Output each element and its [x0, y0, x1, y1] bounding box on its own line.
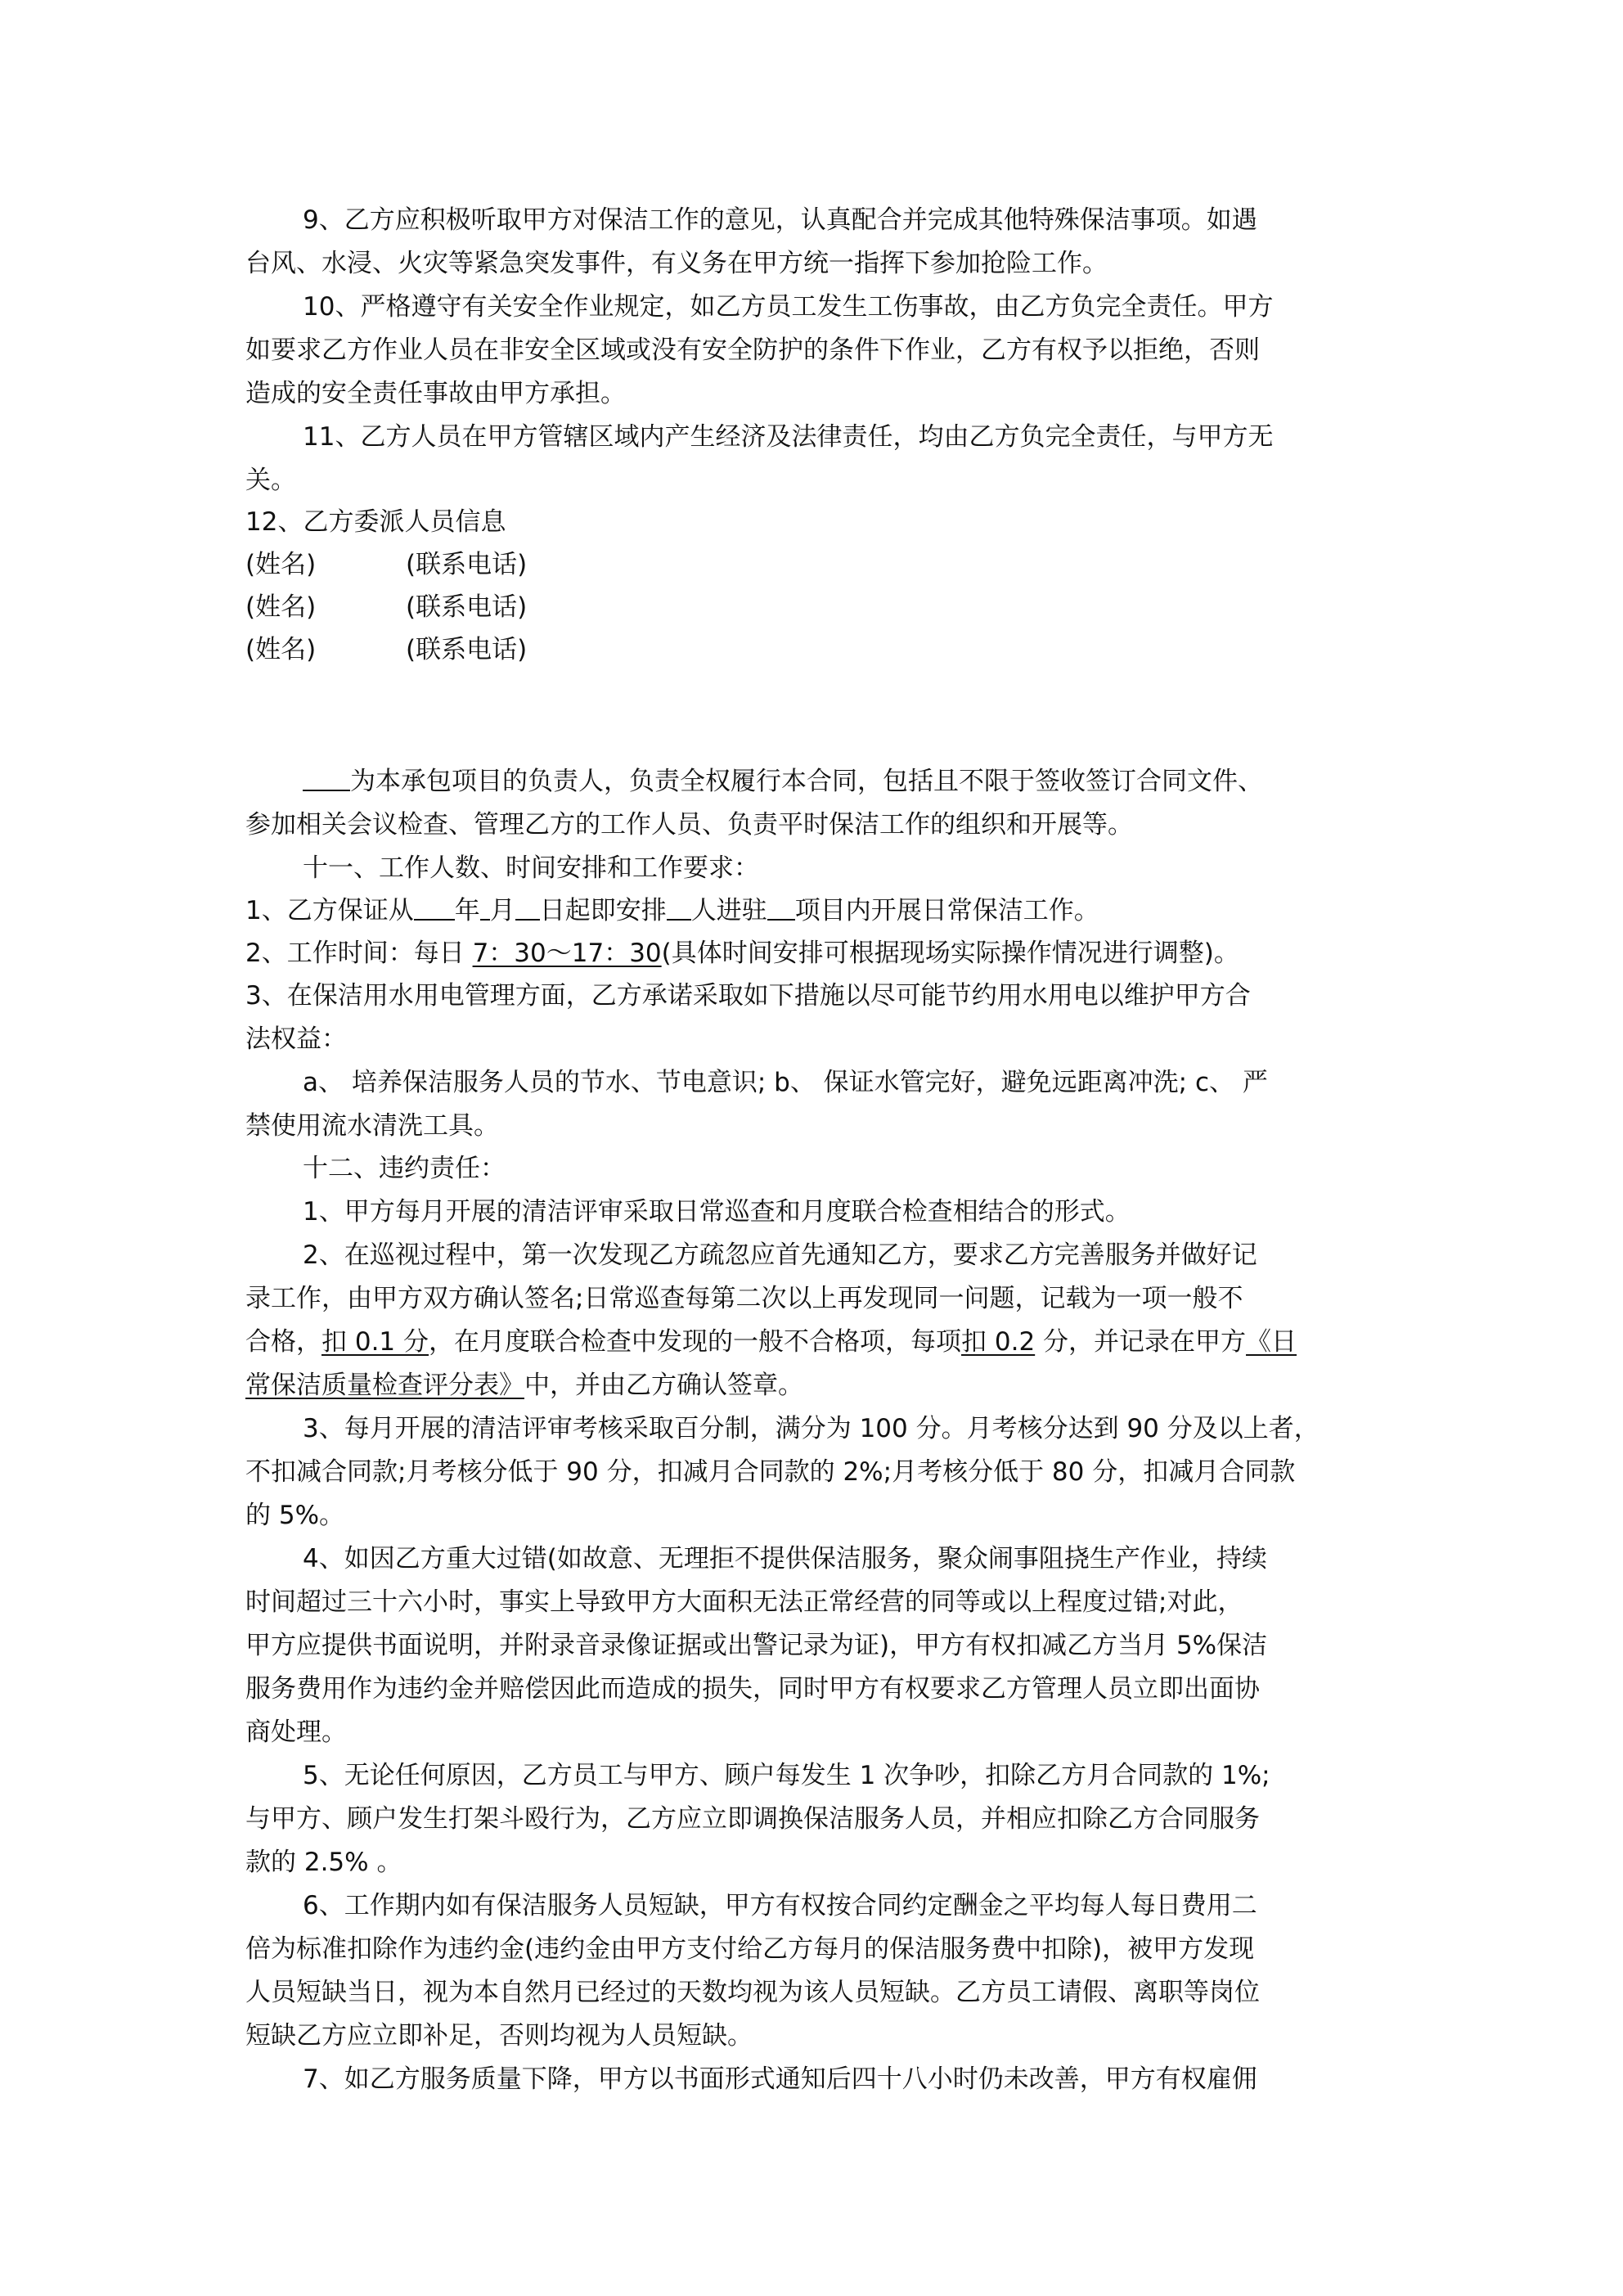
fill-blank: [480, 894, 490, 921]
paragraph-line: 3、在保洁用水用电管理方面，乙方承诺采取如下措施以尽可能节约用水用电以维护甲方合: [245, 981, 1251, 1011]
paragraph-line: 造成的安全责任事故由甲方承担。: [245, 379, 626, 408]
paragraph-line: 为本承包项目的负责人，负责全权履行本合同，包括且不限于签收签订合同文件、: [303, 765, 1263, 798]
name-label: (姓名): [245, 635, 317, 664]
paragraph-line: 合格，扣 0.1 分，在月度联合检查中发现的一般不合格项，每项扣 0.2 分，并记录在甲方《日: [245, 1327, 1297, 1357]
phone-label: (联系电话): [406, 592, 528, 622]
paragraph-line: 2、在巡视过程中，第一次发现乙方疏忽应首先通知乙方，要求乙方完善服务并做好记: [303, 1240, 1257, 1270]
paragraph-line: 短缺乙方应立即补足，否则均视为人员短缺。: [245, 2021, 753, 2051]
staff-row: [245, 633, 528, 666]
name-label: (姓名): [245, 592, 317, 622]
paragraph-line: a、 培养保洁服务人员的节水、节电意识; b、 保证水管完好，避免远距离冲洗; c、 严: [303, 1068, 1268, 1097]
paragraph-line: 参加相关会议检查、管理乙方的工作人员、负责平时保洁工作的组织和开展等。: [245, 810, 1133, 840]
paragraph-line: 关。: [245, 466, 296, 495]
fill-blank: [667, 894, 691, 921]
fill-blank: [767, 894, 795, 921]
section-heading: 十二、违约责任：: [303, 1154, 506, 1183]
paragraph-line: 如要求乙方作业人员在非安全区域或没有安全防护的条件下作业，乙方有权予以拒绝，否则: [245, 335, 1260, 365]
name-label: (姓名): [245, 550, 317, 579]
paragraph-line: 录工作，由甲方双方确认签名;日常巡查每第二次以上再发现同一问题，记载为一项一般不: [245, 1284, 1243, 1313]
section-heading: 12、乙方委派人员信息: [245, 507, 506, 537]
paragraph-line: 与甲方、顾户发生打架斗殴行为，乙方应立即调换保洁服务人员，并相应扣除乙方合同服务: [245, 1804, 1260, 1834]
phone-label: (联系电话): [406, 550, 528, 579]
deduction-amount: 扣 0.1 分: [321, 1327, 429, 1357]
fill-blank: [515, 894, 540, 921]
paragraph-line: 9、乙方应积极听取甲方对保洁工作的意见，认真配合并完成其他特殊保洁事项。如遇: [303, 205, 1257, 235]
paragraph-line: 台风、水浸、火灾等紧急突发事件，有义务在甲方统一指挥下参加抢险工作。: [245, 249, 1108, 278]
work-hours: 7：30～17：30: [472, 939, 662, 968]
staff-row: [245, 591, 528, 624]
paragraph-line: 甲方应提供书面说明，并附录音录像证据或出警记录为证)，甲方有权扣减乙方当月 5%保洁: [245, 1631, 1268, 1660]
fill-blank: [414, 894, 455, 921]
paragraph-line: 11、乙方人员在甲方管辖区域内产生经济及法律责任，均由乙方负完全责任，与甲方无: [303, 422, 1274, 452]
paragraph-line: 服务费用作为违约金并赔偿因此而造成的损失，同时甲方有权要求乙方管理人员立即出面协: [245, 1674, 1260, 1704]
paragraph-line: 5、无论任何原因，乙方员工与甲方、顾户每发生 1 次争吵，扣除乙方月合同款的 1%;: [303, 1761, 1270, 1790]
paragraph-line: 款的 2.5% 。: [245, 1848, 402, 1877]
paragraph-line: 的 5%。: [245, 1501, 345, 1530]
paragraph-line: 2、工作时间：每日 7：30～17：30(具体时间安排可根据现场实际操作情况进行调整)。: [245, 939, 1239, 968]
deduction-amount: 扣 0.2: [961, 1327, 1036, 1357]
section-heading: 十一、工作人数、时间安排和工作要求：: [303, 853, 759, 883]
staff-row: [245, 548, 528, 581]
paragraph-line: 常保洁质量检查评分表》中，并由乙方确认签章。: [245, 1371, 803, 1400]
paragraph-line: 3、每月开展的清洁评审考核采取百分制，满分为 100 分。月考核分达到 90 分及以上者，: [303, 1414, 1320, 1443]
paragraph-line: 10、严格遵守有关安全作业规定，如乙方员工发生工伤事故，由乙方负完全责任。甲方: [303, 292, 1274, 322]
paragraph-line: 倍为标准扣除作为违约金(违约金由甲方支付给乙方每月的保洁服务费中扣除)，被甲方发现: [245, 1934, 1255, 1964]
paragraph-line: 时间超过三十六小时，事实上导致甲方大面积无法正常经营的同等或以上程度过错;对此，: [245, 1587, 1243, 1617]
paragraph-line: 6、工作期内如有保洁服务人员短缺，甲方有权按合同约定酬金之平均每人每日费用二: [303, 1891, 1257, 1920]
paragraph-line: 1、甲方每月开展的清洁评审采取日常巡查和月度联合检查相结合的形式。: [303, 1197, 1131, 1227]
form-title: 《日: [1246, 1327, 1297, 1357]
paragraph-line: 商处理。: [245, 1717, 347, 1747]
paragraph-line: 禁使用流水清洗工具。: [245, 1111, 499, 1141]
paragraph-line: 4、如因乙方重大过错(如故意、无理拒不提供保洁服务，聚众闹事阻挠生产作业，持续: [303, 1544, 1267, 1573]
paragraph-line: 1、乙方保证从 年 月 日起即安排 人进驻 项目内开展日常保洁工作。: [245, 896, 1099, 925]
paragraph-line: 7、如乙方服务质量下降，甲方以书面形式通知后四十八小时仍未改善，甲方有权雇佣: [303, 2064, 1257, 2094]
paragraph-line: 不扣减合同款;月考核分低于 90 分，扣减月合同款的 2%;月考核分低于 80 分，扣减月合同款: [245, 1457, 1296, 1487]
phone-label: (联系电话): [406, 635, 528, 664]
paragraph-line: 法权益：: [245, 1024, 347, 1054]
fill-blank: [303, 765, 350, 791]
form-title: 常保洁质量检查评分表》: [245, 1371, 524, 1400]
paragraph-line: 人员短缺当日，视为本自然月已经过的天数均视为该人员短缺。乙方员工请假、离职等岗位: [245, 1978, 1260, 2007]
